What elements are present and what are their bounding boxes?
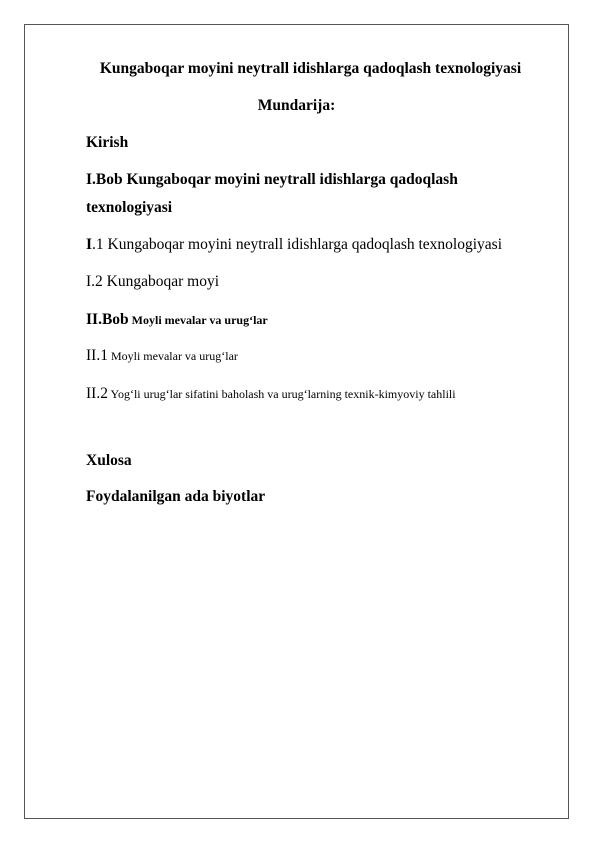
contents-heading: Mundarija: xyxy=(257,97,336,114)
toc-item-chapter2-prefix: II.Bob xyxy=(86,311,129,328)
toc-item-intro: Kirish xyxy=(86,134,129,151)
toc-item-2-1 xyxy=(86,347,238,365)
toc-item-1-1-text: .1 Kungaboqar moyini neytrall idishlarga qadoqlash texnologiyasi xyxy=(92,236,503,253)
toc-item-2-2-text: Yog‘li urug‘lar sifatini baholash va urug‘larning texnik-kimyoviy tahlili xyxy=(107,387,456,401)
toc-item-chapter1-line1: I.Bob Kungaboqar moyini neytrall idishlarga qadoqlash xyxy=(86,171,458,188)
toc-item-1-2: I.2 Kungaboqar moyi xyxy=(86,273,220,290)
toc-item-chapter1-line2: texnologiyasi xyxy=(86,199,173,216)
toc-item-2-1-text: Moyli mevalar va urug‘lar xyxy=(107,349,238,363)
toc-item-1-1-prefix: I xyxy=(86,236,93,253)
toc-item-1-1 xyxy=(86,236,502,254)
toc-item-chapter2 xyxy=(86,311,268,329)
toc-item-references: Foydalanilgan ada biyotlar xyxy=(86,488,266,505)
toc-item-chapter2-text: Moyli mevalar va urug‘lar xyxy=(128,313,268,327)
toc-item-conclusion: Xulosa xyxy=(86,452,132,469)
toc-item-2-1-prefix: II.1 xyxy=(86,347,108,364)
document-title: Kungaboqar moyini neytrall idishlarga qadoqlash texnologiyasi xyxy=(99,60,522,77)
toc-item-2-2 xyxy=(86,385,456,403)
toc-item-2-2-prefix: II.2 xyxy=(86,385,108,402)
